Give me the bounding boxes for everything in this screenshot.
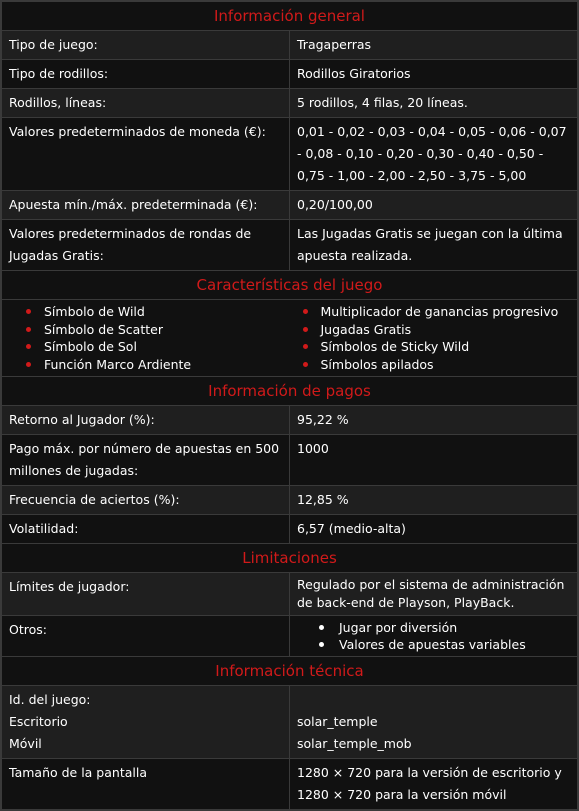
section-limits-header: Limitaciones xyxy=(2,544,578,573)
feature-item: Símbolo de Wild xyxy=(24,303,301,321)
player-limits-label: Límites de jugador: xyxy=(2,573,290,616)
game-type-label: Tipo de juego: xyxy=(2,31,290,60)
game-id-values xyxy=(290,686,578,759)
feature-item: Símbolo de Sol xyxy=(24,338,301,356)
volatility-value: 6,57 (medio-alta) xyxy=(290,515,578,544)
hit-frequency-label: Frecuencia de aciertos (%): xyxy=(2,486,290,515)
features-right-list xyxy=(301,303,578,373)
desktop-label: Escritorio xyxy=(9,714,68,729)
reel-type-value: Rodillos Giratorios xyxy=(290,60,578,89)
game-type-value: Tragaperras xyxy=(290,31,578,60)
section-technical-header: Información técnica xyxy=(2,657,578,686)
others-item: Jugar por diversión xyxy=(317,619,571,636)
features-left-list xyxy=(24,303,301,373)
reels-lines-label: Rodillos, líneas: xyxy=(2,89,290,118)
feature-item: Símbolo de Scatter xyxy=(24,321,301,339)
coin-values-value: 0,01 - 0,02 - 0,03 - 0,04 - 0,05 - 0,06 - 0,07 - 0,08 - 0,10 - 0,20 - 0,30 - 0,40 - 0,50 - 0,75 - 1,00 - 2,00 - 2,50 - 3,75 - 5,00 xyxy=(290,118,578,191)
game-id-labels xyxy=(2,686,290,759)
others-list xyxy=(290,616,578,657)
others-label: Otros: xyxy=(2,616,290,657)
hit-frequency-value: 12,85 % xyxy=(290,486,578,515)
mobile-id-value: solar_temple_mob xyxy=(297,736,412,751)
rtp-label: Retorno al Jugador (%): xyxy=(2,406,290,435)
features-list xyxy=(2,300,578,377)
reel-type-label: Tipo de rodillos: xyxy=(2,60,290,89)
screen-size-value: 1280 × 720 para la versión de escritorio y 1280 × 720 para la versión móvil xyxy=(290,759,578,810)
coin-values-label: Valores predeterminados de moneda (€): xyxy=(2,118,290,191)
game-id-label: Id. del juego: xyxy=(9,692,91,707)
desktop-id-value: solar_temple xyxy=(297,714,378,729)
free-spins-label: Valores predeterminados de rondas de Jugadas Gratis: xyxy=(2,220,290,271)
reels-lines-value: 5 rodillos, 4 filas, 20 líneas. xyxy=(290,89,578,118)
player-limits-value: Regulado por el sistema de administración de back-end de Playson, PlayBack. xyxy=(290,573,578,616)
screen-size-label: Tamaño de la pantalla xyxy=(2,759,290,810)
feature-item: Jugadas Gratis xyxy=(301,321,578,339)
volatility-label: Volatilidad: xyxy=(2,515,290,544)
max-payout-value: 1000 xyxy=(290,435,578,486)
section-payments-header: Información de pagos xyxy=(2,377,578,406)
feature-item: Símbolos de Sticky Wild xyxy=(301,338,578,356)
bet-range-label: Apuesta mín./máx. predeterminada (€): xyxy=(2,191,290,220)
section-general-header: Información general xyxy=(2,2,578,31)
max-payout-label: Pago máx. por número de apuestas en 500 millones de jugadas: xyxy=(2,435,290,486)
mobile-label: Móvil xyxy=(9,736,42,751)
rtp-value: 95,22 % xyxy=(290,406,578,435)
feature-item: Función Marco Ardiente xyxy=(24,356,301,374)
feature-item: Multiplicador de ganancias progresivo xyxy=(301,303,578,321)
free-spins-value: Las Jugadas Gratis se juegan con la última apuesta realizada. xyxy=(290,220,578,271)
bet-range-value: 0,20/100,00 xyxy=(290,191,578,220)
section-features-header: Características del juego xyxy=(2,271,578,300)
others-item: Valores de apuestas variables xyxy=(317,636,571,653)
feature-item: Símbolos apilados xyxy=(301,356,578,374)
